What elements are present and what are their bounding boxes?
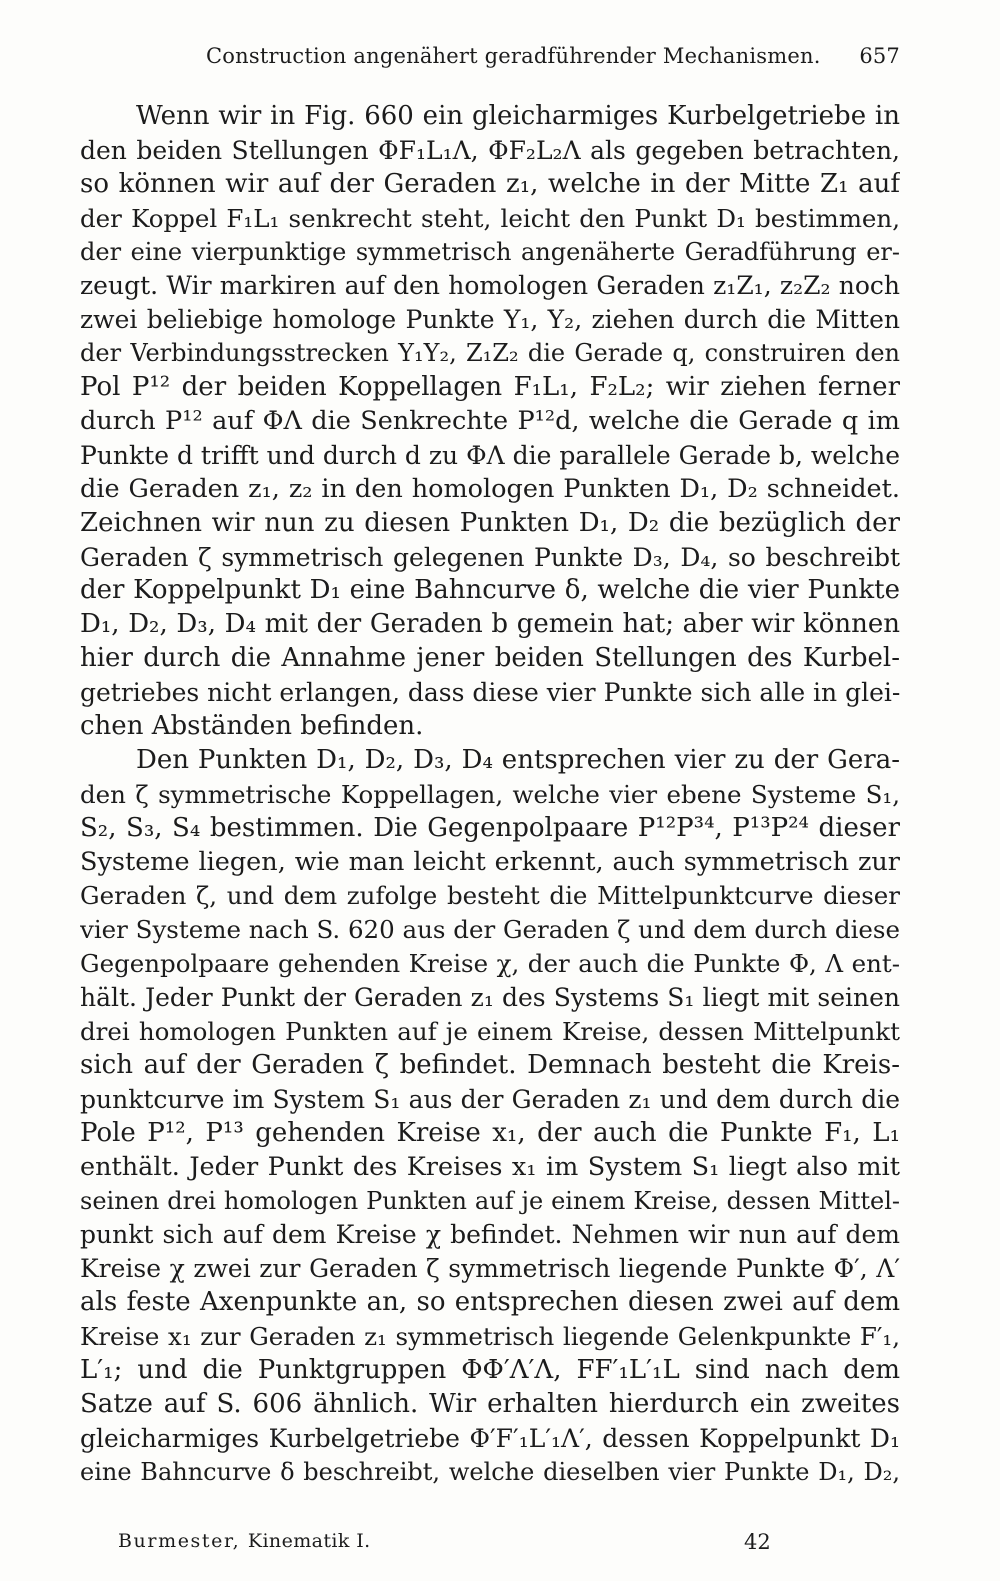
text-line: Kreise χ zwei zur Geraden ζ symmetrisch liegende Punkte Φ′, Λ′: [80, 1254, 900, 1284]
text-line: Den Punkten D₁, D₂, D₃, D₄ entsprechen vier zu der Gera-: [136, 744, 900, 775]
text-line: zwei beliebige homologe Punkte Y₁, Y₂, ziehen durch die Mitten: [80, 305, 900, 335]
text-line: den ζ symmetrische Koppellagen, welche vier ebene Systeme S₁,: [80, 779, 900, 809]
running-head: [200, 44, 900, 78]
text-line: S₂, S₃, S₄ bestimmen. Die Gegenpolpaare P¹²P³⁴, P¹³P²⁴ dieser: [80, 812, 900, 843]
text-line: Punkte d trifft und durch d zu ΦΛ die parallele Gerade b, welche: [80, 440, 900, 470]
text-line: Zeichnen wir nun zu diesen Punkten D₁, D₂ die bezüglich der: [80, 507, 900, 538]
text-line: Geraden ζ symmetrisch gelegenen Punkte D₃, D₄, so beschreibt: [80, 542, 900, 572]
text-line: seinen drei homologen Punkten auf je einem Kreise, dessen Mittel-: [80, 1186, 900, 1215]
running-title: Construction angenähert geradführender Mechanismen.: [206, 44, 821, 68]
text-line: punktcurve im System S₁ aus der Geraden z₁ und dem durch die: [80, 1084, 900, 1114]
text-line: der Koppel F₁L₁ senkrecht steht, leicht den Punkt D₁ bestimmen,: [80, 203, 900, 233]
text-line: enthält. Jeder Punkt des Kreises x₁ im System S₁ liegt also mit: [80, 1151, 900, 1182]
sheet-number: 42: [744, 1530, 771, 1554]
text-line: die Geraden z₁, z₂ in den homologen Punkten D₁, D₂ schneidet.: [80, 473, 900, 504]
text-line: vier Systeme nach S. 620 aus der Geraden ζ und dem durch diese: [80, 915, 900, 945]
text-line: Pole P¹², P¹³ gehenden Kreise x₁, der auch die Punkte F₁, L₁: [80, 1117, 900, 1148]
text-line: drei homologen Punkten auf je einem Kreise, dessen Mittelpunkt: [80, 1017, 900, 1047]
text-line: punkt sich auf dem Kreise χ befindet. Nehmen wir nun auf dem: [80, 1220, 900, 1250]
text-line: eine Bahncurve δ beschreibt, welche dieselben vier Punkte D₁, D₂,: [80, 1457, 900, 1486]
text-line: den beiden Stellungen ΦF₁L₁Λ, ΦF₂L₂Λ als gegeben betrachten,: [80, 135, 900, 165]
text-line: der eine vierpunktige symmetrisch angenäherte Geradführung er-: [80, 237, 900, 266]
text-line: D₁, D₂, D₃, D₄ mit der Geraden b gemein hat; aber wir können: [80, 609, 900, 640]
text-line: getriebes nicht erlangen, dass diese vier Punkte sich alle in glei-: [80, 678, 900, 708]
text-line: der Koppelpunkt D₁ eine Bahncurve δ, welche die vier Punkte: [80, 575, 900, 606]
page-number: 657: [859, 44, 900, 68]
text-line: gleicharmiges Kurbelgetriebe Φ′F′₁L′₁Λ′, dessen Koppelpunkt D₁: [80, 1423, 900, 1453]
printer-signature: [118, 1530, 371, 1552]
text-line: sich auf der Geraden ζ befindet. Demnach besteht die Kreis-: [80, 1049, 900, 1080]
text-line: L′₁; und die Punktgruppen ΦΦ′Λ′Λ, FF′₁L′₁L sind nach dem: [80, 1354, 900, 1385]
body-text: [80, 100, 900, 1490]
text-line: zeugt. Wir markiren auf den homologen Geraden z₁Z₁, z₂Z₂ noch: [80, 271, 900, 301]
text-line: Geraden ζ, und dem zufolge besteht die Mittelpunktcurve dieser: [80, 881, 900, 911]
text-line: hält. Jeder Punkt der Geraden z₁ des Systems S₁ liegt mit seinen: [80, 983, 900, 1013]
text-line: Gegenpolpaare gehenden Kreise χ, der auch die Punkte Φ, Λ ent-: [80, 949, 900, 979]
text-line: hier durch die Annahme jener beiden Stellungen des Kurbel-: [80, 643, 900, 674]
signature-volume: Kinematik I.: [247, 1530, 371, 1552]
text-line: so können wir auf der Geraden z₁, welche in der Mitte Z₁ auf: [80, 168, 900, 199]
text-line: der Verbindungsstrecken Y₁Y₂, Z₁Z₂ die Gerade q, construiren den: [80, 339, 900, 368]
text-line: als feste Axenpunkte an, so entsprechen diesen zwei auf dem: [80, 1287, 900, 1318]
text-line: durch P¹² auf ΦΛ die Senkrechte P¹²d, welche die Gerade q im: [80, 406, 900, 437]
page-footer: [104, 1530, 804, 1564]
text-line: chen Abständen befinden.: [80, 711, 424, 742]
text-line: Satze auf S. 606 ähnlich. Wir erhalten hierdurch ein zweites: [80, 1388, 900, 1419]
text-line: Pol P¹² der beiden Koppellagen F₁L₁, F₂L₂; wir ziehen ferner: [80, 372, 900, 403]
text-line: Kreise x₁ zur Geraden z₁ symmetrisch liegende Gelenkpunkte F′₁,: [80, 1322, 900, 1352]
signature-author: Burmester,: [118, 1530, 241, 1552]
text-line: Wenn wir in Fig. 660 ein gleicharmiges Kurbelgetriebe in: [136, 101, 900, 131]
text-line: Systeme liegen, wie man leicht erkennt, auch symmetrisch zur: [80, 846, 900, 877]
